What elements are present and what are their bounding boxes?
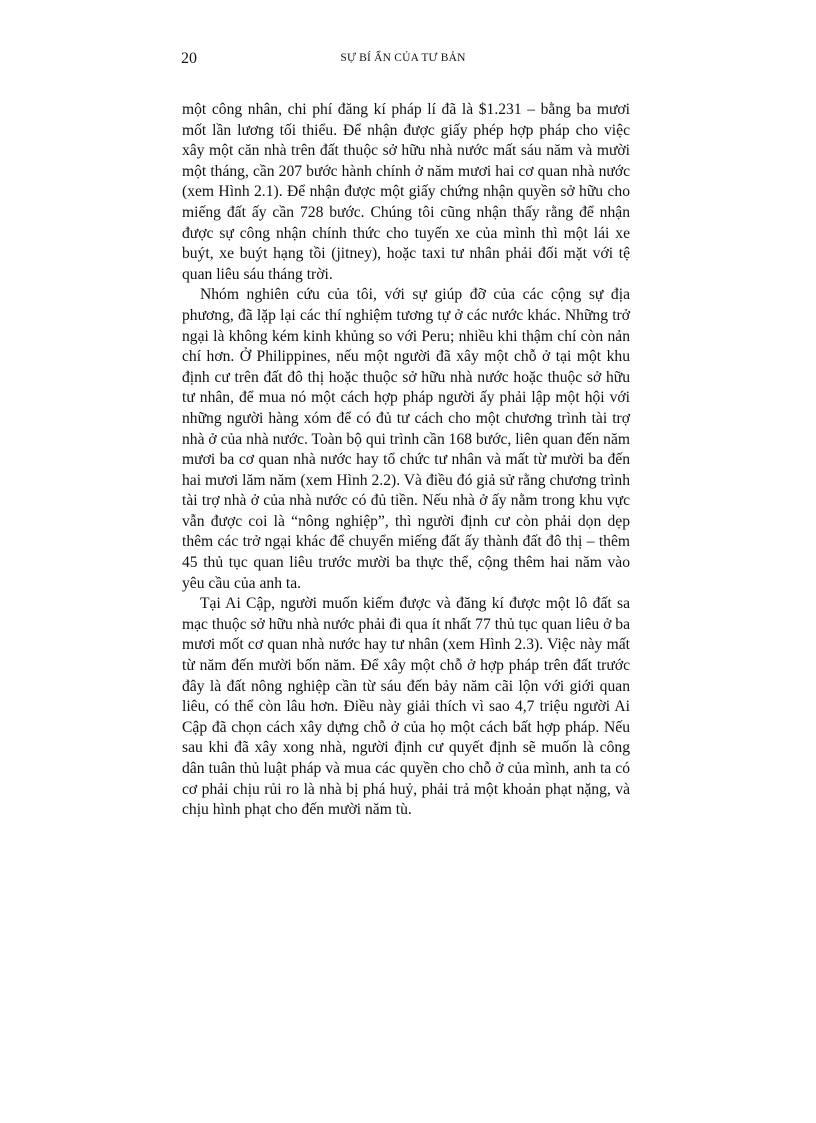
paragraph: một công nhân, chi phí đăng kí pháp lí đã là $1.231 – bằng ba mươi mốt lần lương tối thiểu. Để nhận được giấy phép hợp pháp cho việc xây một căn nhà trên đất thuộc sở hữu nhà nước mất sáu năm và mười một tháng, cần 207 bước hành chính ở năm mươi hai cơ quan nhà nước (xem Hình 2.1). Để nhận được một giấy chứng nhận quyền sở hữu cho miếng đất ấy cần 728 bước. Chúng tôi cũng nhận thấy rằng để nhận được sự công nhận chính thức cho tuyến xe của mình thì một lái xe buýt, xe buýt hạng tồi (jitney), hoặc taxi tư nhân phải đối mặt với tệ quan liêu sáu tháng trời.: [182, 101, 630, 283]
paragraph: Nhóm nghiên cứu của tôi, với sự giúp đỡ của các cộng sự địa phương, đã lặp lại các thí nghiệm tương tự ở các nước khác. Những trở ngại là không kém kinh khủng so với Peru; nhiều khi thậm chí còn nản chí hơn. Ở Philippines, nếu một người đã xây một chỗ ở tại một khu định cư trên đất đô thị hoặc thuộc sở hữu nhà nước hoặc thuộc sở hữu tư nhân, để mua nó một cách hợp pháp người ấy phải lập một hội với những người hàng xóm để có đủ tư cách cho một chương trình tài trợ nhà ở của nhà nước. Toàn bộ qui trình cần 168 bước, liên quan đến năm mươi ba cơ quan nhà nước hay tổ chức tư nhân và mất từ mười ba đến hai mươi lăm năm (xem Hình 2.2). Và điều đó giả sử rằng chương trình tài trợ nhà ở của nhà nước có đủ tiền. Nếu nhà ở ấy nằm trong khu vực vẫn được coi là “nông nghiệp”, thì người định cư còn phải dọn dẹp thêm các trở ngại khác để chuyển miếng đất ấy thành đất đô thị – thêm 45 thủ tục quan liêu trước mười ba thực thể, cộng thêm hai năm vào yêu cầu của anh ta.: [182, 286, 630, 592]
running-header: SỰ BÍ ẨN CỦA TƯ BẢN: [340, 52, 466, 64]
paragraph: Tại Ai Cập, người muốn kiếm được và đăng kí được một lô đất sa mạc thuộc sở hữu nhà nước phải đi qua ít nhất 77 thủ tục quan liêu ở ba mươi mốt cơ quan nhà nước hay tư nhân (xem Hình 2.3). Việc này mất từ năm đến mười bốn năm. Để xây một chỗ ở hợp pháp trên đất trước đây là đất nông nghiệp cần từ sáu đến bảy năm cãi lộn với giới quan liêu, có thể còn lâu hơn. Điều này giải thích vì sao 4,7 triệu người Ai Cập đã chọn cách xây dựng chỗ ở của họ một cách bất hợp pháp. Nếu sau khi đã xây xong nhà, người định cư quyết định sẽ muốn là công dân tuân thủ luật pháp và mua các quyền cho chỗ ở của mình, anh ta có cơ phải chịu rủi ro là nhà bị phá huỷ, phải trả một khoản phạt nặng, và chịu hình phạt cho đến mười năm tù.: [182, 595, 630, 819]
body-text: [182, 100, 630, 821]
page-number: 20: [181, 50, 197, 67]
